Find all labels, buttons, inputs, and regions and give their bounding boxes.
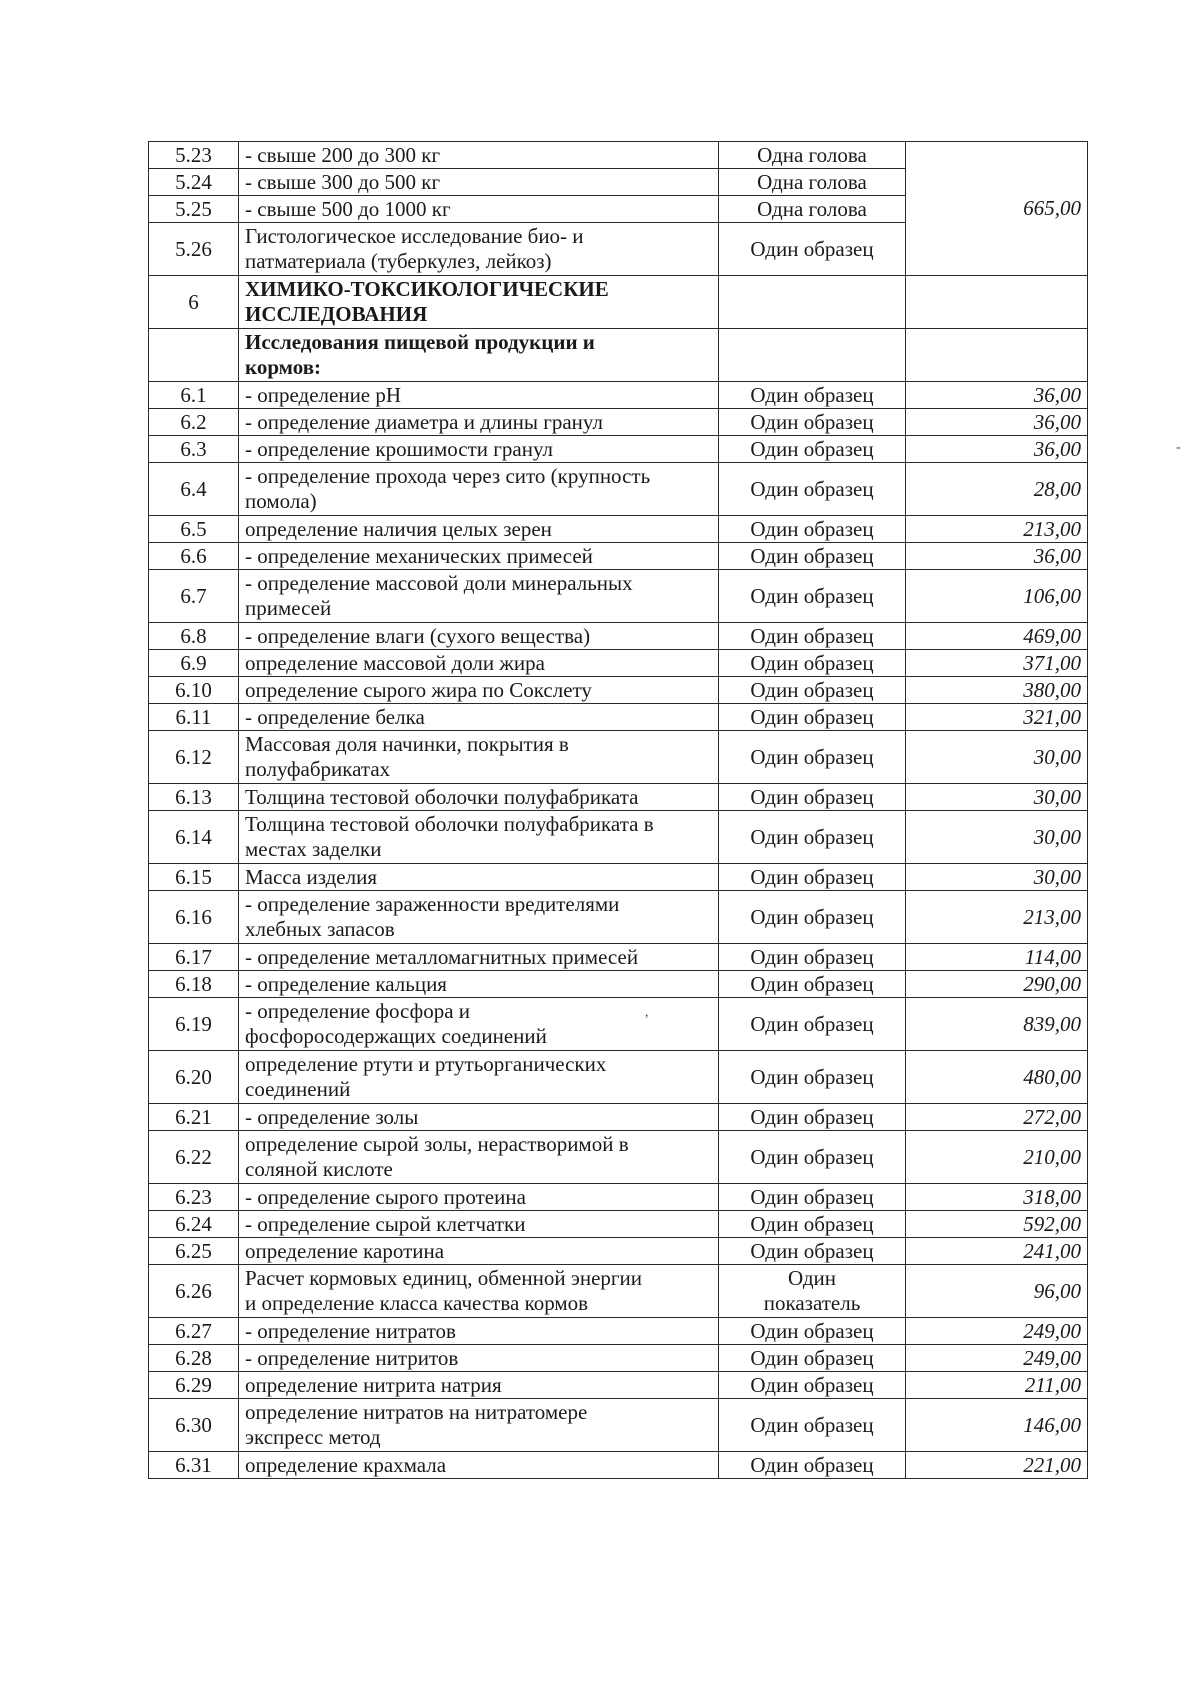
row-number: 6.3 <box>149 436 239 463</box>
table-row <box>149 1399 1088 1452</box>
unit-of-measure: Один образец <box>719 1345 906 1372</box>
unit-of-measure: Один образец <box>719 1238 906 1265</box>
row-number: 6.11 <box>149 704 239 731</box>
price: 665,00 <box>906 142 1088 276</box>
service-name: Толщина тестовой оболочки полуфабриката в местах заделки <box>239 811 719 864</box>
table-row <box>149 516 1088 543</box>
price: 380,00 <box>906 677 1088 704</box>
table-row <box>149 1184 1088 1211</box>
price: 839,00 <box>906 998 1088 1051</box>
unit-of-measure: Один образец <box>719 731 906 784</box>
price: 30,00 <box>906 731 1088 784</box>
price: 210,00 <box>906 1131 1088 1184</box>
table-row <box>149 1131 1088 1184</box>
row-number: 6.14 <box>149 811 239 864</box>
row-number: 6.23 <box>149 1184 239 1211</box>
service-name: определение наличия целых зерен <box>239 516 719 543</box>
row-number: 6.21 <box>149 1104 239 1131</box>
price-table-body <box>149 142 1088 1479</box>
unit-of-measure: Один образец <box>719 409 906 436</box>
service-name: - определение золы <box>239 1104 719 1131</box>
unit-of-measure: Один образец <box>719 1211 906 1238</box>
table-row <box>149 650 1088 677</box>
service-name: - определение сырой клетчатки <box>239 1211 719 1238</box>
price: 36,00 <box>906 382 1088 409</box>
unit-of-measure: Один образец <box>719 784 906 811</box>
unit-of-measure: Один образец <box>719 1051 906 1104</box>
price-table <box>148 141 1088 1479</box>
table-row <box>149 944 1088 971</box>
service-name: определение сырого жира по Сокслету <box>239 677 719 704</box>
row-number: 6.20 <box>149 1051 239 1104</box>
service-name: - определение фосфора и фосфоросодержащих соединений <box>239 998 719 1051</box>
service-name: ХИМИКО-ТОКСИКОЛОГИЧЕСКИЕ ИССЛЕДОВАНИЯ <box>239 276 719 329</box>
service-name: Расчет кормовых единиц, обменной энергии и определение класса качества кормов <box>239 1265 719 1318</box>
service-name: определение нитратов на нитратомере экспресс метод <box>239 1399 719 1452</box>
table-row <box>149 1104 1088 1131</box>
price: 36,00 <box>906 543 1088 570</box>
service-name: - определение крошимости гранул <box>239 436 719 463</box>
price: 96,00 <box>906 1265 1088 1318</box>
price: 30,00 <box>906 811 1088 864</box>
service-name: определение нитрита натрия <box>239 1372 719 1399</box>
service-name: Масса изделия <box>239 864 719 891</box>
table-row <box>149 811 1088 864</box>
unit-of-measure <box>719 329 906 382</box>
unit-of-measure: Один образец <box>719 1318 906 1345</box>
table-row <box>149 142 1088 169</box>
price: 371,00 <box>906 650 1088 677</box>
price: 592,00 <box>906 1211 1088 1238</box>
price: 106,00 <box>906 570 1088 623</box>
service-name: определение ртути и ртутьорганических соединений <box>239 1051 719 1104</box>
service-name: - определение сырого протеина <box>239 1184 719 1211</box>
row-number: 6.24 <box>149 1211 239 1238</box>
service-name: - определение металломагнитных примесей <box>239 944 719 971</box>
unit-of-measure: Один образец <box>719 677 906 704</box>
row-number: 5.26 <box>149 223 239 276</box>
service-name: - определение pH <box>239 382 719 409</box>
service-name: - свыше 500 до 1000 кг <box>239 196 719 223</box>
unit-of-measure: Один образец <box>719 891 906 944</box>
service-name: Массовая доля начинки, покрытия в полуфабрикатах <box>239 731 719 784</box>
table-row <box>149 543 1088 570</box>
unit-of-measure: Один образец <box>719 463 906 516</box>
service-name: определение крахмала <box>239 1452 719 1479</box>
unit-of-measure: Один образец <box>719 944 906 971</box>
price: 249,00 <box>906 1318 1088 1345</box>
service-name: - определение прохода через сито (крупность помола) <box>239 463 719 516</box>
row-number: 6.31 <box>149 1452 239 1479</box>
price: 30,00 <box>906 864 1088 891</box>
price: 211,00 <box>906 1372 1088 1399</box>
row-number: 6.9 <box>149 650 239 677</box>
row-number: 6.28 <box>149 1345 239 1372</box>
row-number: 6.16 <box>149 891 239 944</box>
row-number <box>149 329 239 382</box>
row-number: 6.13 <box>149 784 239 811</box>
row-number: 5.23 <box>149 142 239 169</box>
service-name: - определение механических примесей <box>239 543 719 570</box>
service-name: - определение кальция <box>239 971 719 998</box>
unit-of-measure: Одна голова <box>719 142 906 169</box>
unit-of-measure: Один образец <box>719 1131 906 1184</box>
row-number: 6.29 <box>149 1372 239 1399</box>
unit-of-measure: Один образец <box>719 516 906 543</box>
table-row <box>149 998 1088 1051</box>
table-row <box>149 864 1088 891</box>
price: 469,00 <box>906 623 1088 650</box>
row-number: 6.5 <box>149 516 239 543</box>
unit-of-measure: Один образец <box>719 704 906 731</box>
row-number: 6 <box>149 276 239 329</box>
table-row <box>149 1051 1088 1104</box>
unit-of-measure: Один образец <box>719 436 906 463</box>
price: 146,00 <box>906 1399 1088 1452</box>
unit-of-measure: Один образец <box>719 1452 906 1479</box>
row-number: 6.4 <box>149 463 239 516</box>
table-row <box>149 409 1088 436</box>
table-row <box>149 382 1088 409</box>
service-name: определение массовой доли жира <box>239 650 719 677</box>
row-number: 6.7 <box>149 570 239 623</box>
service-name: Толщина тестовой оболочки полуфабриката <box>239 784 719 811</box>
row-number: 6.15 <box>149 864 239 891</box>
unit-of-measure: Один образец <box>719 650 906 677</box>
table-row <box>149 1318 1088 1345</box>
price: 213,00 <box>906 516 1088 543</box>
service-name: - определение диаметра и длины гранул <box>239 409 719 436</box>
service-name: - свыше 200 до 300 кг <box>239 142 719 169</box>
price <box>906 276 1088 329</box>
service-name: - определение массовой доли минеральных примесей <box>239 570 719 623</box>
table-row <box>149 1345 1088 1372</box>
row-number: 6.2 <box>149 409 239 436</box>
row-number: 6.8 <box>149 623 239 650</box>
unit-of-measure <box>719 276 906 329</box>
unit-of-measure: Один образец <box>719 1399 906 1452</box>
stray-mark: , <box>645 1005 649 1020</box>
row-number: 6.30 <box>149 1399 239 1452</box>
unit-of-measure: Один образец <box>719 864 906 891</box>
price: 114,00 <box>906 944 1088 971</box>
price: 30,00 <box>906 784 1088 811</box>
service-name: определение сырой золы, нерастворимой в соляной кислоте <box>239 1131 719 1184</box>
table-row <box>149 1265 1088 1318</box>
table-row <box>149 329 1088 382</box>
row-number: 6.17 <box>149 944 239 971</box>
table-row <box>149 891 1088 944</box>
row-number: 6.26 <box>149 1265 239 1318</box>
service-name: Гистологическое исследование био- и патматериала (туберкулез, лейкоз) <box>239 223 719 276</box>
unit-of-measure: Один образец <box>719 1372 906 1399</box>
service-name: Исследования пищевой продукции и кормов: <box>239 329 719 382</box>
price <box>906 329 1088 382</box>
service-name: - определение влаги (сухого вещества) <box>239 623 719 650</box>
unit-of-measure: Один образец <box>719 1104 906 1131</box>
row-number: 6.1 <box>149 382 239 409</box>
table-row <box>149 704 1088 731</box>
table-row <box>149 1211 1088 1238</box>
row-number: 6.12 <box>149 731 239 784</box>
unit-of-measure: Один образец <box>719 543 906 570</box>
row-number: 6.19 <box>149 998 239 1051</box>
row-number: 6.22 <box>149 1131 239 1184</box>
row-number: 5.25 <box>149 196 239 223</box>
row-number: 6.10 <box>149 677 239 704</box>
table-row <box>149 463 1088 516</box>
stray-mark: - <box>1176 440 1181 455</box>
price: 36,00 <box>906 436 1088 463</box>
service-name: - определение нитратов <box>239 1318 719 1345</box>
service-name: - определение зараженности вредителями хлебных запасов <box>239 891 719 944</box>
unit-of-measure: Один образец <box>719 382 906 409</box>
table-row <box>149 971 1088 998</box>
table-row <box>149 1372 1088 1399</box>
table-row <box>149 677 1088 704</box>
row-number: 6.27 <box>149 1318 239 1345</box>
table-row <box>149 784 1088 811</box>
price: 272,00 <box>906 1104 1088 1131</box>
unit-of-measure: Один образец <box>719 971 906 998</box>
price: 28,00 <box>906 463 1088 516</box>
service-name: - определение белка <box>239 704 719 731</box>
table-row <box>149 436 1088 463</box>
table-row <box>149 623 1088 650</box>
service-name: - определение нитритов <box>239 1345 719 1372</box>
table-row <box>149 570 1088 623</box>
unit-of-measure: Один образец <box>719 623 906 650</box>
unit-of-measure: Один образец <box>719 570 906 623</box>
table-row <box>149 731 1088 784</box>
table-row <box>149 276 1088 329</box>
service-name: - свыше 300 до 500 кг <box>239 169 719 196</box>
unit-of-measure: Один образец <box>719 998 906 1051</box>
unit-of-measure: Один показатель <box>719 1265 906 1318</box>
unit-of-measure: Одна голова <box>719 196 906 223</box>
price: 221,00 <box>906 1452 1088 1479</box>
unit-of-measure: Один образец <box>719 811 906 864</box>
unit-of-measure: Один образец <box>719 223 906 276</box>
price: 290,00 <box>906 971 1088 998</box>
table-row <box>149 1238 1088 1265</box>
row-number: 6.6 <box>149 543 239 570</box>
price: 249,00 <box>906 1345 1088 1372</box>
table-row <box>149 1452 1088 1479</box>
unit-of-measure: Один образец <box>719 1184 906 1211</box>
price: 321,00 <box>906 704 1088 731</box>
price: 36,00 <box>906 409 1088 436</box>
price: 318,00 <box>906 1184 1088 1211</box>
row-number: 6.18 <box>149 971 239 998</box>
service-name: определение каротина <box>239 1238 719 1265</box>
price: 241,00 <box>906 1238 1088 1265</box>
row-number: 6.25 <box>149 1238 239 1265</box>
price: 480,00 <box>906 1051 1088 1104</box>
row-number: 5.24 <box>149 169 239 196</box>
price: 213,00 <box>906 891 1088 944</box>
unit-of-measure: Одна голова <box>719 169 906 196</box>
